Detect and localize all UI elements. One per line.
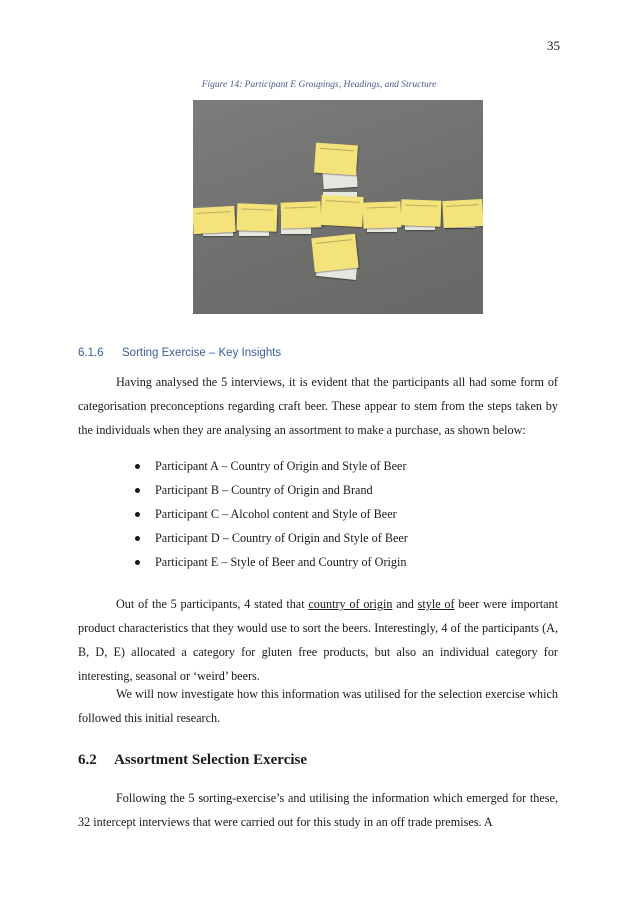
text-span: Out of the 5 participants, 4 stated that [116,597,309,611]
list-item: Participant B – Country of Origin and Brand [133,478,408,502]
page-number: 35 [547,38,560,53]
sticky-note [237,203,278,231]
figure-caption: Figure 14: Participant E Groupings, Headings, and Structure [201,80,437,90]
paragraph-transition: We will now investigate how this information was utilised for the selection exercise which followed this initial research. [78,687,558,725]
paragraph-findings [78,592,558,688]
list-item: Participant C – Alcohol content and Style of Beer [133,502,408,526]
list-item: Participant D – Country of Origin and Style of Beer [133,526,408,550]
sticky-note [401,199,442,226]
figure-photo [193,100,483,314]
subsection-number: 6.1.6 [78,347,104,359]
subsection-title: Sorting Exercise – Key Insights [122,347,282,359]
paragraph-selection: Following the 5 sorting-exercise’s and utilising the information which emerged for these, 32 intercept interviews that were carried out for this study in an off trade premises. A [78,791,558,829]
sticky-note [363,201,402,228]
list-item: Participant A – Country of Origin and Style of Beer [133,454,408,478]
sticky-note [320,195,364,227]
section-number: 6.2 [78,752,97,768]
section-title: Assortment Selection Exercise [114,752,308,768]
underlined-text: country of origin [308,597,393,611]
section-heading [78,752,307,769]
sticky-note [311,234,358,272]
sticky-note [193,206,236,234]
sticky-note [442,199,483,228]
paragraph-intro: Having analysed the 5 interviews, it is evident that the participants all had some form of categorisation preconceptions regarding craft beer. These appear to stem from the steps taken by the individuals when they are analysing an assortment to make a purchase, as shown below: [78,375,558,437]
list-item: Participant E – Style of Beer and Country of Origin [133,550,408,574]
sticky-note [314,143,358,176]
underlined-text: style of [417,597,455,611]
sticky-note [281,201,322,228]
participant-list [133,454,408,574]
text-span: beer were important product characteristics that they would use to sort the beers. Interestingly, 4 of the participants (A, B, D, E) allocated a category for gluten free products, but also an individual category for interesting, seasonal or ‘weird’ beers. [78,597,558,683]
text-span: and [392,597,418,611]
subsection-heading [78,347,281,359]
